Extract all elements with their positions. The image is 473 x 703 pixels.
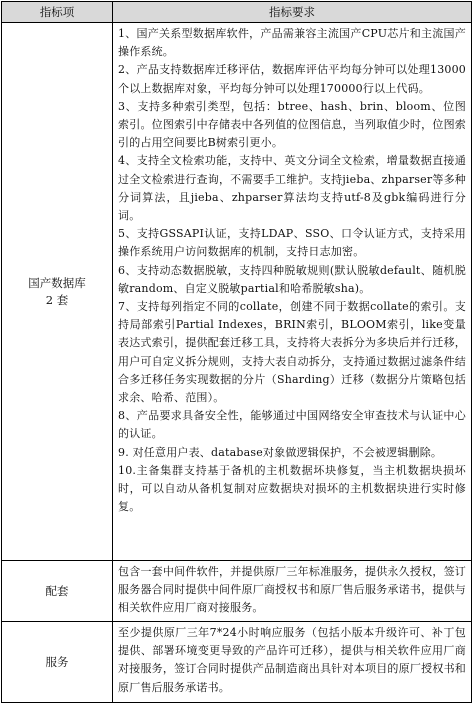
row-label-line: 2 套	[45, 292, 69, 307]
row-label-line: 国产数据库	[28, 275, 86, 290]
requirement-paragraph: 包含一套中间件软件，并提供原厂三年标准服务，提供永久授权，签订服务器合同时提供中间件原厂商授权书和原厂售后服务承诺书，提供与相关软件应用厂商对接服务。	[118, 565, 466, 615]
requirement-paragraph: 10.主备集群支持基于备机的主机数据坏块修复，当主机数据块损坏时，可以自动从备机复制对应数据块对损坏的主机数据块进行实时修复。	[118, 463, 466, 514]
requirement-paragraph: 至少提供原厂三年7*24小时响应服务（包括小版本升级许可、补丁包提供、部署环境变更导致的产品许可迁移），提供与相关软件应用厂商对接服务，签订合同时提供产品制造商出具针对本项目的原厂授权书和原厂售后服务承诺书。	[118, 626, 466, 694]
requirement-paragraph: 3、支持多种索引类型，包括：btree、hash、brin、bloom、位图索引。位图索引中存储表中各列值的位图信息，当列取值少时，位图索引的占用空间要比B树索引更小。	[118, 99, 466, 150]
table-row-service	[2, 622, 472, 703]
row-content-service	[113, 622, 472, 703]
requirement-paragraph: 8、产品要求具备安全性，能够通过中国网络安全审查技术与认证中心的认证。	[118, 409, 466, 441]
spec-table	[1, 1, 472, 703]
header-indicator-item: 指标项	[2, 2, 113, 23]
row-content-supporting	[113, 561, 472, 622]
requirement-paragraph: 6、支持动态数据脱敏，支持四种脱敏规则(默认脱敏default、随机脱敏random、自定义脱敏partial和哈希脱敏sha)。	[118, 263, 466, 295]
requirement-paragraph: 1、国产关系型数据库软件，产品需兼容主流国产CPU芯片和主流国产操作系统。	[118, 27, 466, 59]
row-label-service	[2, 622, 113, 703]
requirement-paragraph: 5、支持GSSAPI认证，支持LDAP、SSO、口令认证方式，支持采用操作系统用户访问数据库的机制，支持日志加密。	[118, 227, 466, 259]
row-label-supporting	[2, 561, 113, 622]
row-label-line: 配套	[45, 583, 69, 598]
requirement-paragraph: 9. 对任意用户表、database对象做逻辑保护，不会被逻辑删除。	[118, 445, 443, 459]
header-indicator-requirement: 指标要求	[113, 2, 472, 23]
table-row-supporting	[2, 561, 472, 622]
row-label-line: 服务	[45, 654, 69, 669]
requirement-paragraph: 4、支持全文检索功能，支持中、英文分词全文检索，增量数据直接通过全文检索进行查询，不需要手工维护。支持jieba、zhparser等多种分词算法，且jieba、zhparser算法均支持utf-8及gbk编码进行分词。	[118, 154, 466, 223]
requirement-paragraph: 7、支持每列指定不同的collate，创建不同于数据collate的索引。支持局部索引Partial Indexes，BRIN索引，BLOOM索引，like变量表达式索引，提供配套迁移工具，支持将大表拆分为多块后并行迁移，用户可自定义拆分规则，支持大表自动拆分，支持通过数据过滤条件结合多迁移任务实现数据的分片（Sharding）迁移（数据分片策略包括求余、哈希、范围）。	[118, 300, 466, 405]
requirement-paragraph: 2、产品支持数据库迁移评估，数据库评估平均每分钟可以处理13000个以上数据库对象，平均每分钟可以处理170000行以上代码。	[118, 63, 466, 95]
row-label-database	[2, 23, 113, 561]
row-content-database	[113, 23, 472, 561]
table-row-database	[2, 23, 472, 561]
table-header-row	[2, 2, 472, 23]
